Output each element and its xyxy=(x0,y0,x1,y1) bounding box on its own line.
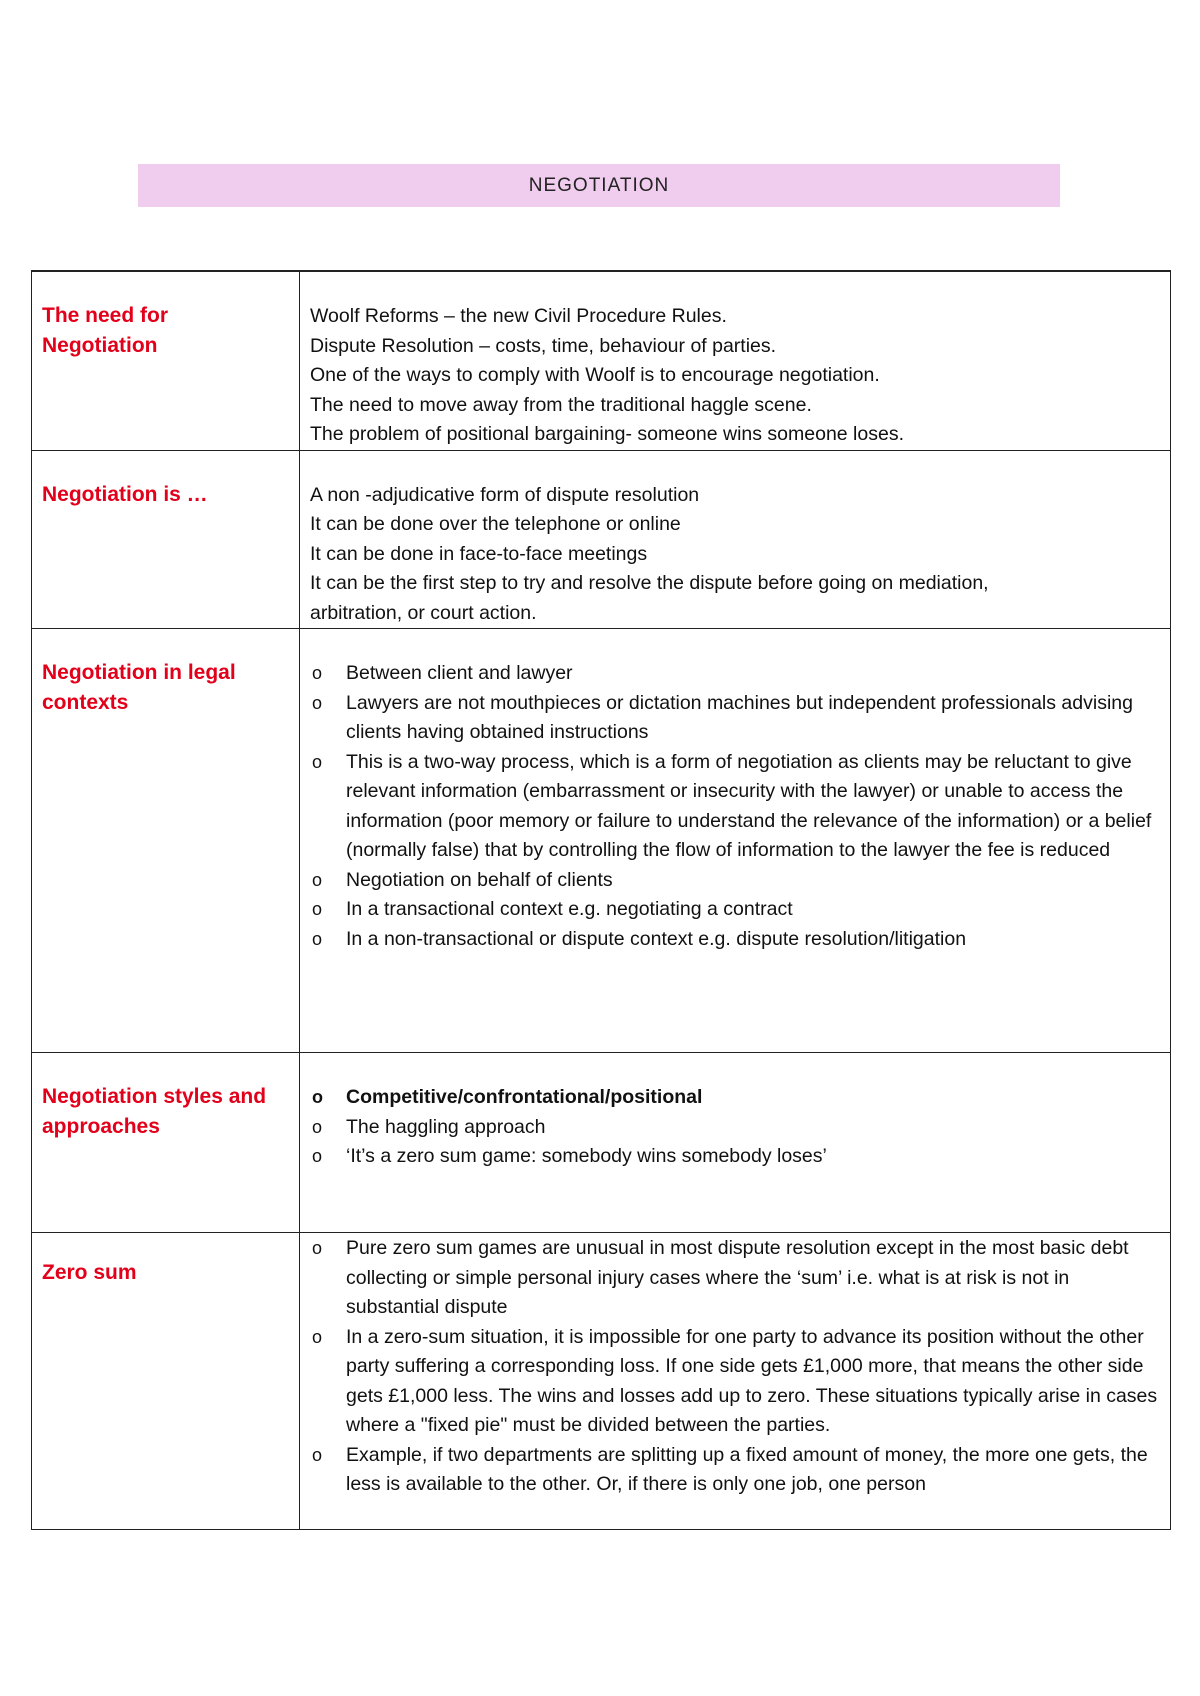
table-row xyxy=(32,271,1171,450)
content-line: Woolf Reforms – the new Civil Procedure Rules. xyxy=(310,305,727,327)
content-line: One of the ways to comply with Woolf is to encourage negotiation. xyxy=(310,364,880,386)
row-label-line: Negotiation styles and xyxy=(42,1085,267,1108)
content-line: Dispute Resolution – costs, time, behaviour of parties. xyxy=(310,334,777,357)
table-row xyxy=(32,629,1171,1053)
content-line: It can be done over the telephone or online xyxy=(310,513,681,535)
row-label xyxy=(32,1233,300,1530)
row-content xyxy=(300,450,1171,629)
table-row xyxy=(32,1233,1171,1530)
row-content xyxy=(300,1233,1171,1530)
bullet-item: o Example, if two departments are splitting up a fixed amount of money, the more one gets, the less is available to the other. Or, if there is only one job, one person xyxy=(310,1441,1162,1500)
bullet-list xyxy=(310,659,1162,954)
document-title: NEGOTIATION xyxy=(138,164,1060,207)
table-row xyxy=(32,450,1171,629)
row-label xyxy=(32,450,300,629)
row-label-line: approaches xyxy=(42,1115,160,1138)
bullet-item: o Negotiation on behalf of clients xyxy=(310,866,1162,896)
bullet-list xyxy=(310,1234,1162,1500)
row-content xyxy=(300,1053,1171,1233)
row-label-line: Negotiation in legal xyxy=(42,661,236,684)
bullet-item: o In a zero-sum situation, it is impossible for one party to advance its position without the other party suffering a corresponding loss. If one side gets £1,000 more, that means the other side gets £1,000 less. The wins and losses add up to zero. These situations typically arise in cases where a "fixed pie" must be divided between the parties. xyxy=(310,1323,1162,1441)
row-label-line: Negotiation is … xyxy=(42,482,208,506)
negotiation-table xyxy=(31,270,1171,1530)
bullet-item: o Competitive/confrontational/positional xyxy=(310,1083,1162,1113)
content-line: The problem of positional bargaining- someone wins someone loses. xyxy=(310,423,904,445)
row-label xyxy=(32,1053,300,1233)
bullet-item: o Between client and lawyer xyxy=(310,659,1162,689)
bullet-item: o In a transactional context e.g. negotiating a contract xyxy=(310,895,1162,925)
content-line: The need to move away from the traditional haggle scene. xyxy=(310,393,812,416)
row-label xyxy=(32,271,300,450)
row-content xyxy=(300,271,1171,450)
content-line: arbitration, or court action. xyxy=(310,601,537,624)
row-label xyxy=(32,629,300,1053)
bullet-item: o The haggling approach xyxy=(310,1113,1162,1143)
bullet-item: o This is a two-way process, which is a form of negotiation as clients may be reluctant to give relevant information (embarrassment or insecurity with the lawyer) or unable to access the information (poor memory or failure to understand the relevance of the information) or a belief (normally false) that by controlling the flow of information to the lawyer the fee is reduced xyxy=(310,748,1162,866)
bullet-item: o Pure zero sum games are unusual in most dispute resolution except in the most basic debt collecting or simple personal injury cases where the ‘sum’ i.e. what is at risk is not in substantial dispute xyxy=(310,1234,1162,1323)
bullet-item: o In a non-transactional or dispute context e.g. dispute resolution/litigation xyxy=(310,925,1162,955)
content-line: It can be done in face-to-face meetings xyxy=(310,542,648,565)
content-line: A non -adjudicative form of dispute resolution xyxy=(310,483,700,506)
row-label-line: Zero sum xyxy=(42,1261,137,1284)
row-label-line: Negotiation xyxy=(42,334,158,357)
row-content xyxy=(300,629,1171,1053)
table-row xyxy=(32,1053,1171,1233)
bullet-item: o Lawyers are not mouthpieces or dictation machines but independent professionals advising clients having obtained instructions xyxy=(310,689,1162,748)
bullet-list xyxy=(310,1083,1162,1172)
content-line: It can be the first step to try and resolve the dispute before going on mediation, xyxy=(310,572,989,594)
bullet-item: o ‘It’s a zero sum game: somebody wins somebody loses’ xyxy=(310,1142,1162,1172)
row-label-line: contexts xyxy=(42,691,129,714)
row-label-line: The need for xyxy=(42,304,169,327)
